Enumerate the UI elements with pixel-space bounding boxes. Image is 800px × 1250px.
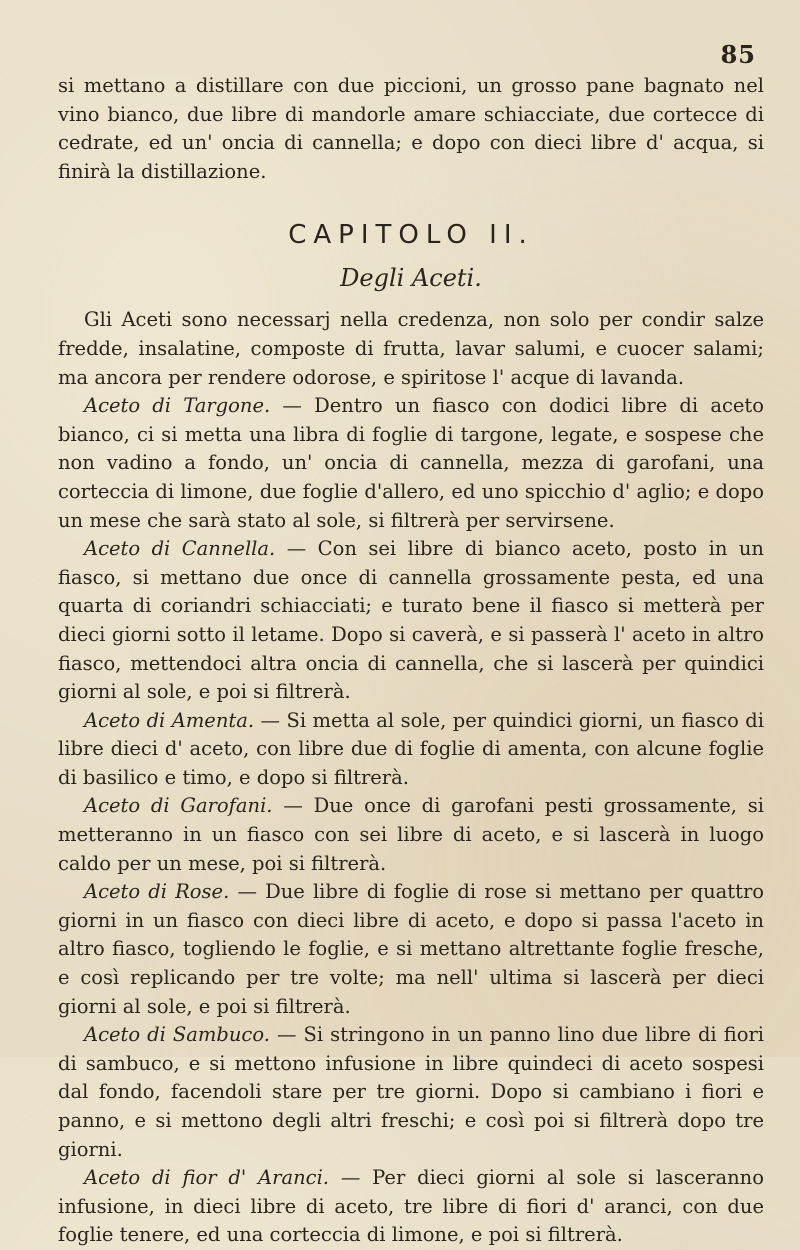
- recipe-text: — Due libre di foglie di rose si mettano per quattro giorni in un fiasco con dieci libre di aceto, e dopo si passa l'aceto in altro fiasco, togliendo le foglie, e si mettano altrettante foglie fresche, e così replicando per tre volte; ma nell' ultima si lascerà per dieci giorni al sole, e poi si filtrerà.: [58, 880, 765, 1018]
- section-subtitle: Degli Aceti.: [340, 264, 482, 293]
- recipe-text: — Si stringono in un panno lino due libre di fiori di sambuco, e si mettono infusione in libre quindeci di aceto sospesi dal fondo, facendoli stare per tre giorni. Dopo si cambiano i fiori e panno, e si mettono degli altri freschi; e così poi si filtrerà dopo tre giorni.: [58, 1023, 765, 1161]
- recipe-title: Aceto di fior d' Aranci.: [84, 1166, 329, 1190]
- recipe-paragraph: [58, 878, 764, 1021]
- continuation-paragraph: si mettano a distillare con due piccioni, un grosso pane bagnato nel vino bianco, due libre di mandorle amare schiacciate, due cortecce di cedrate, ed un' oncia di cannella; e dopo con dieci libre d' acqua, si finirà la distillazione.: [58, 74, 764, 183]
- recipe-text: — Dentro un fiasco con dodici libre di aceto bianco, ci si metta una libra di foglie di targone, legate, e sospese che non vadino a fondo, un' oncia di cannella, mezza di garofani, una corteccia di limone, due foglie d'allero, ed uno spicchio d' aglio; e dopo un mese che sarà stato al sole, si filtrerà per servirsene.: [58, 394, 765, 532]
- recipe-title: Aceto di Garofani.: [84, 794, 273, 818]
- chapter-title: CAPITOLO II.: [288, 220, 534, 251]
- recipe-text: — Due once di garofani pesti grossamente, si metteranno in un fiasco con sei libre di aceto, e si lascerà in luogo caldo per un mese, poi si filtrerà.: [58, 794, 765, 875]
- recipe-text: — Per dieci giorni al sole si lasceranno infusione, in dieci libre di aceto, tre libre di fiori d' aranci, con due foglie tenere, ed una corteccia di limone, e poi si filtrerà.: [58, 1166, 764, 1247]
- recipe-title: Aceto di Amenta.: [84, 708, 255, 732]
- recipe-paragraph: [58, 392, 764, 535]
- recipe-paragraph: [58, 535, 764, 707]
- recipe-paragraph: [58, 1164, 764, 1250]
- page-number: 85: [720, 40, 756, 69]
- recipe-title: Aceto di Rose.: [84, 880, 230, 904]
- intro-paragraph: Gli Aceti sono necessarj nella credenza, non solo per condir salze fredde, insalatine, composte di frutta, lavar salumi, e cuocer salami; ma ancora per rendere odorose, e spiritose l' acque di lavanda.: [58, 308, 764, 389]
- recipe-text: — Si metta al sole, per quindici giorni, un fiasco di libre dieci d' aceto, con libre due di foglie di amenta, con alcune foglie di basilico e timo, e dopo si filtrerà.: [58, 708, 764, 789]
- recipe-paragraph: [58, 792, 764, 878]
- recipe-title: Aceto di Cannella.: [84, 537, 276, 561]
- recipe-title: Aceto di Sambuco.: [84, 1023, 270, 1047]
- recipe-paragraph: [58, 1021, 764, 1164]
- recipe-title: Aceto di Targone.: [84, 394, 271, 418]
- recipe-paragraph: [58, 707, 764, 793]
- recipe-text: — Con sei libre di bianco aceto, posto in un fiasco, si mettano due once di cannella grossamente pesta, ed una quarta di coriandri schiacciati; e turato bene il fiasco si metterà per dieci giorni sotto il letame. Dopo si caverà, e si passerà l' aceto in altro fiasco, mettendoci altra oncia di cannella, che si lascerà per quindici giorni al sole, e poi si filtrerà.: [58, 537, 764, 704]
